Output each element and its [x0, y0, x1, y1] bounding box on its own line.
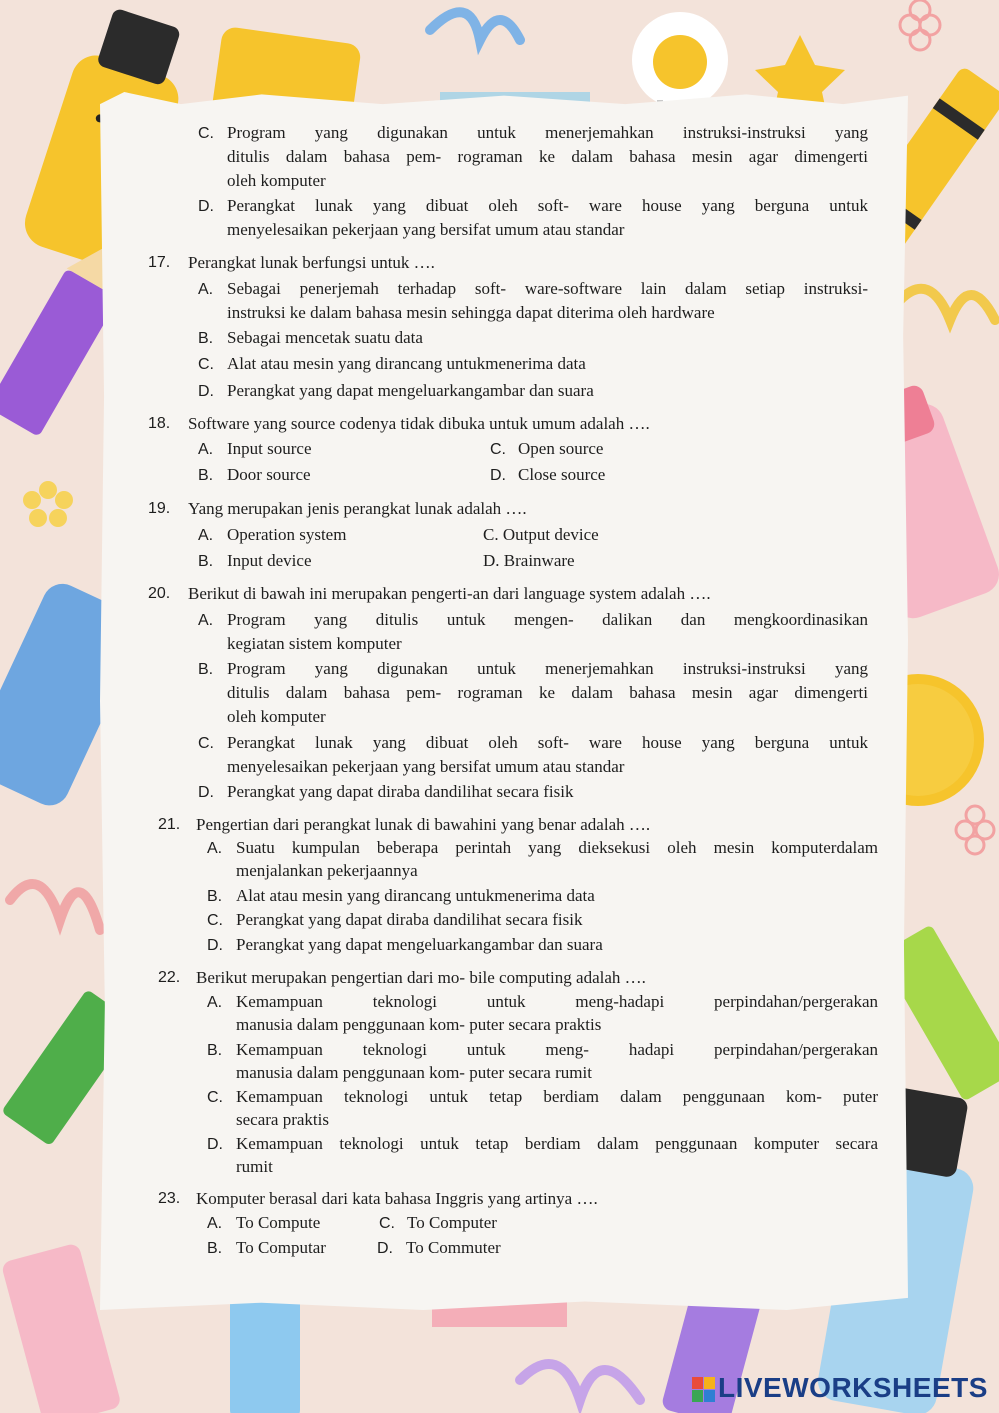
option-text: menjalankan pekerjaannya	[236, 861, 418, 880]
option-text: Kemampuan teknologi untuk meng-hadapi perpindahan/pergerakan	[236, 992, 878, 1011]
option-text: secara praktis	[236, 1110, 329, 1129]
logo-text: LIVEWORKSHEETS	[718, 1372, 988, 1403]
option-text: ditulis dalam bahasa pem- rograman ke dalam bahasa mesin agar dimengerti	[227, 147, 868, 166]
option-letter: D.	[490, 467, 506, 484]
option-text: Program yang ditulis untuk mengen- dalikan dan mengkoordinasikan	[227, 610, 868, 629]
option-text: To Commuter	[406, 1238, 501, 1257]
option-text: Program yang digunakan untuk menerjemahkan instruksi-instruksi yang	[227, 123, 868, 142]
option-text: Alat atau mesin yang dirancang untukmenerima data	[227, 354, 586, 373]
option-text: Sebagai mencetak suatu data	[227, 328, 423, 347]
option-letter: B.	[198, 553, 214, 570]
question-text: Berikut di bawah ini merupakan pengerti-an dari language system adalah ….	[188, 584, 711, 603]
option-letter: A.	[198, 612, 214, 629]
option-letter: C.	[379, 1215, 395, 1232]
option-text: Perangkat yang dapat mengeluarkangambar dan suara	[236, 935, 603, 954]
question-number: 17.	[148, 254, 171, 271]
option-letter: A.	[198, 281, 214, 298]
option-letter: D.	[207, 1136, 223, 1153]
option-letter: A.	[198, 527, 214, 544]
option-letter: D.	[198, 383, 214, 400]
option-text: kegiatan sistem komputer	[227, 634, 402, 653]
option-text: Input device	[227, 551, 312, 570]
option-letter: A.	[207, 1215, 223, 1232]
option-text: oleh komputer	[227, 171, 326, 190]
option-letter: C.	[198, 735, 214, 752]
question-number: 22.	[158, 969, 181, 986]
option-text: Close source	[518, 465, 606, 484]
option-letter: A.	[207, 994, 223, 1011]
question-text: Komputer berasal dari kata bahasa Inggris yang artinya ….	[196, 1189, 598, 1208]
option-text: instruksi ke dalam bahasa mesin sehingga dapat diterima oleh hardware	[227, 303, 715, 322]
option-letter: C.	[207, 1089, 223, 1106]
option-text: Perangkat lunak yang dibuat oleh soft- ware house yang berguna untuk	[227, 196, 868, 215]
option-text: D. Brainware	[483, 551, 575, 570]
option-letter: D.	[207, 937, 223, 954]
option-letter: B.	[198, 467, 214, 484]
option-text: Alat atau mesin yang dirancang untukmenerima data	[236, 886, 595, 905]
option-text: To Compute	[236, 1213, 321, 1232]
option-letter: C.	[490, 441, 506, 458]
option-letter: A.	[207, 840, 223, 857]
option-letter: D.	[198, 784, 214, 801]
option-text: Kemampuan teknologi untuk tetap berdiam dalam penggunaan komputer secara	[236, 1134, 878, 1153]
option-text: Kemampuan teknologi untuk tetap berdiam dalam penggunaan kom- puter	[236, 1087, 878, 1106]
option-text: rumit	[236, 1157, 273, 1176]
option-text: Perangkat yang dapat diraba dandilihat secara fisik	[236, 910, 583, 929]
option-letter: B.	[207, 1042, 223, 1059]
option-letter: C.	[198, 356, 214, 373]
option-letter: D.	[377, 1240, 393, 1257]
option-text: menyelesaikan pekerjaan yang bersifat umum atau standar	[227, 757, 625, 776]
option-text: Sebagai penerjemah terhadap soft- ware-software lain dalam setiap instruksi-	[227, 279, 868, 298]
option-text: To Computer	[407, 1213, 497, 1232]
option-text: Perangkat yang dapat diraba dandilihat secara fisik	[227, 782, 574, 801]
question-number: 19.	[148, 500, 171, 517]
option-text: To Computar	[236, 1238, 326, 1257]
option-text: oleh komputer	[227, 707, 326, 726]
option-text: Input source	[227, 439, 312, 458]
option-letter: B.	[207, 888, 223, 905]
option-text: Door source	[227, 465, 311, 484]
option-letter: C.	[207, 912, 223, 929]
option-text: Suatu kumpulan beberapa perintah yang dieksekusi oleh mesin komputerdalam	[236, 838, 878, 857]
liveworksheets-logo[interactable]	[692, 1372, 988, 1404]
option-text: Perangkat lunak yang dibuat oleh soft- ware house yang berguna untuk	[227, 733, 868, 752]
option-letter: B.	[198, 661, 214, 678]
option-text: Open source	[518, 439, 604, 458]
question-number: 23.	[158, 1190, 181, 1207]
question-text: Pengertian dari perangkat lunak di bawahini yang benar adalah ….	[196, 815, 651, 834]
question-number: 21.	[158, 816, 181, 833]
question-text: Yang merupakan jenis perangkat lunak adalah ….	[188, 499, 527, 518]
option-text: Operation system	[227, 525, 347, 544]
option-letter: B.	[198, 330, 214, 347]
option-text: manusia dalam penggunaan kom- puter secara rumit	[236, 1063, 592, 1082]
option-text: C. Output device	[483, 525, 599, 544]
question-number: 18.	[148, 415, 171, 432]
option-letter: C.	[198, 125, 214, 142]
option-letter: B.	[207, 1240, 223, 1257]
question-number: 20.	[148, 585, 171, 602]
option-text: menyelesaikan pekerjaan yang bersifat umum atau standar	[227, 220, 625, 239]
option-text: Program yang digunakan untuk menerjemahkan instruksi-instruksi yang	[227, 659, 868, 678]
option-text: Kemampuan teknologi untuk meng- hadapi perpindahan/pergerakan	[236, 1040, 878, 1059]
option-text: ditulis dalam bahasa pem- rograman ke dalam bahasa mesin agar dimengerti	[227, 683, 868, 702]
question-text: Software yang source codenya tidak dibuka untuk umum adalah ….	[188, 414, 650, 433]
option-letter: A.	[198, 441, 214, 458]
option-text: manusia dalam penggunaan kom- puter secara praktis	[236, 1015, 602, 1034]
liveworksheets-badge-icon	[692, 1377, 716, 1403]
question-text: Berikut merupakan pengertian dari mo- bile computing adalah ….	[196, 968, 646, 987]
option-text: Perangkat yang dapat mengeluarkangambar dan suara	[227, 381, 594, 400]
option-letter: D.	[198, 198, 214, 215]
question-text: Perangkat lunak berfungsi untuk ….	[188, 253, 435, 272]
